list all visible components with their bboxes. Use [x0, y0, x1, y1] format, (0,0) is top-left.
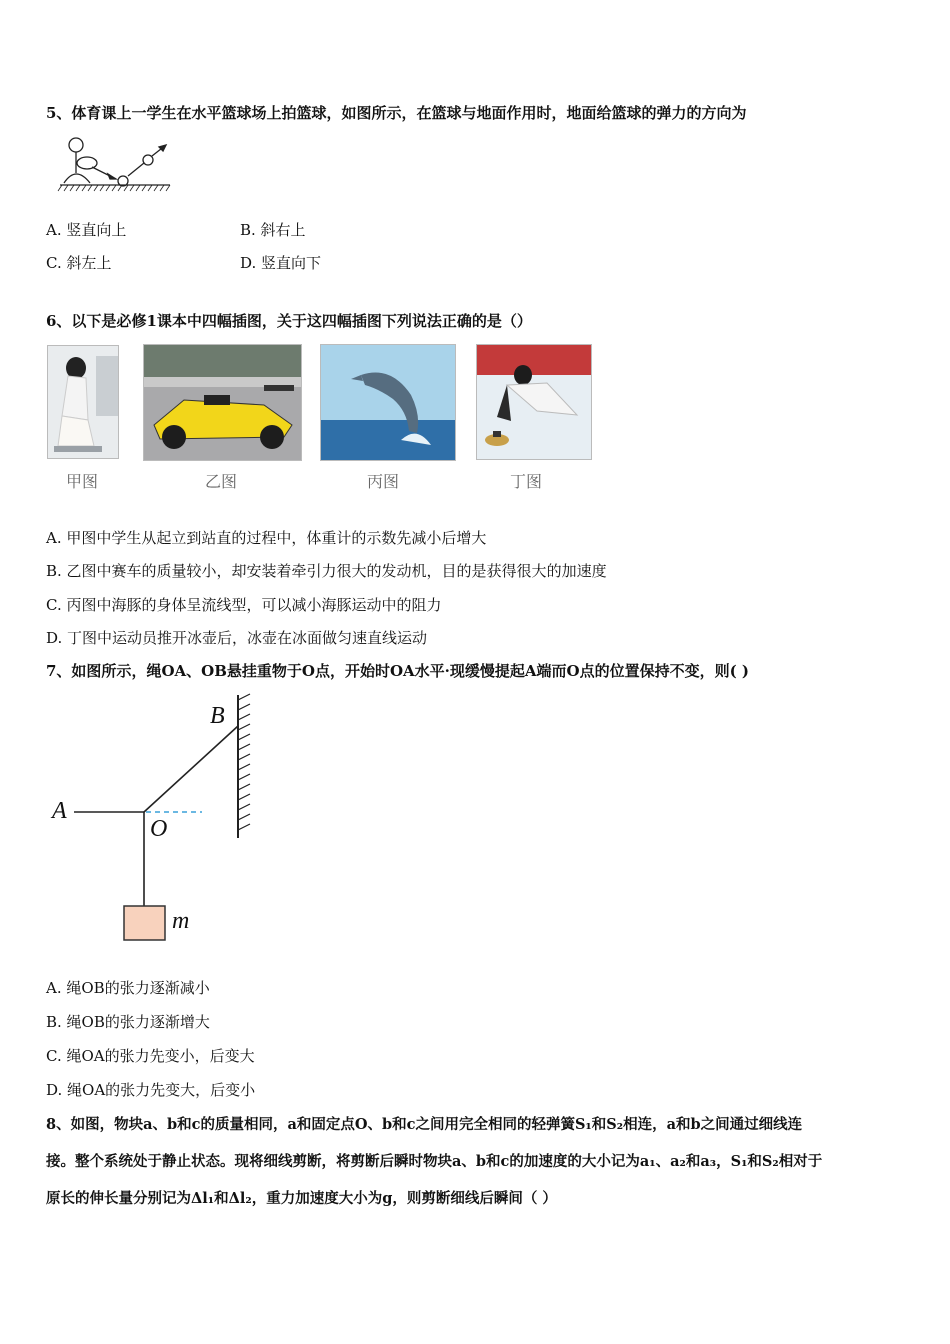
q7-label-b: B — [210, 703, 225, 729]
q8-stem-line1: 8、如图，物块a、b和c的质量相同，a和固定点O、b和c之间用完全相同的轻弹簧S₁和S₂相连，a和b之间通过细线连 — [46, 1116, 803, 1133]
q7-stem: 7、如图所示，绳OA、OB悬挂重物于O点，开始时OA水平·现缓慢提起A端而O点的位置保持不变，则( ) — [46, 662, 750, 680]
q7-label-o: O — [150, 816, 168, 842]
q7-option-d: D. 绳OA的张力先变大，后变小 — [46, 1081, 256, 1099]
q5-basketball-figure — [56, 135, 174, 197]
q7-option-c: C. 绳OA的张力先变小，后变大 — [46, 1047, 255, 1065]
q6-photo-ding — [476, 344, 592, 460]
q6-option-b: B. 乙图中赛车的质量较小，却安装着牵引力很大的发动机，目的是获得很大的加速度 — [46, 562, 607, 580]
q6-stem: 6、以下是必修1课本中四幅插图，关于这四幅插图下列说法正确的是（） — [46, 312, 532, 330]
q6-caption-jia: 甲图 — [66, 472, 99, 491]
q7-option-a: A. 绳OB的张力逐渐减小 — [46, 979, 210, 997]
q6-caption-yi: 乙图 — [205, 472, 238, 491]
q8-stem-line3: 原长的伸长量分别记为Δl₁和Δl₂，重力加速度大小为g，则剪断细线后瞬间（ ） — [46, 1190, 557, 1207]
q5-option-c: C. 斜左上 — [46, 254, 112, 272]
q6-option-a: A. 甲图中学生从起立到站直的过程中，体重计的示数先减小后增大 — [46, 529, 487, 547]
q5-option-b: B. 斜右上 — [240, 221, 306, 239]
q8-stem-line2: 接。整个系统处于静止状态。现将细线剪断，将剪断后瞬时物块a、b和c的加速度的大小记为a₁、a₂和a₃，S₁和S₂相对于 — [46, 1153, 823, 1170]
q7-label-m: m — [172, 908, 190, 934]
q7-option-b: B. 绳OB的张力逐渐增大 — [46, 1013, 210, 1031]
q5-option-a: A. 竖直向上 — [46, 221, 127, 239]
q6-photo-jia — [47, 345, 119, 459]
q6-photo-yi — [143, 344, 302, 461]
q6-option-d: D. 丁图中运动员推开冰壶后，冰壶在冰面做匀速直线运动 — [46, 629, 428, 647]
q6-caption-bing: 丙图 — [367, 472, 400, 491]
q5-option-d: D. 竖直向下 — [240, 254, 322, 272]
q6-photo-bing — [320, 344, 456, 461]
q5-stem: 5、体育课上一学生在水平篮球场上拍篮球，如图所示，在篮球与地面作用时，地面给篮球的弹力的方向为 — [46, 104, 747, 122]
q6-caption-ding: 丁图 — [510, 472, 543, 491]
q7-label-a: A — [52, 798, 67, 824]
q6-option-c: C. 丙图中海豚的身体呈流线型，可以减小海豚运动中的阻力 — [46, 596, 442, 614]
